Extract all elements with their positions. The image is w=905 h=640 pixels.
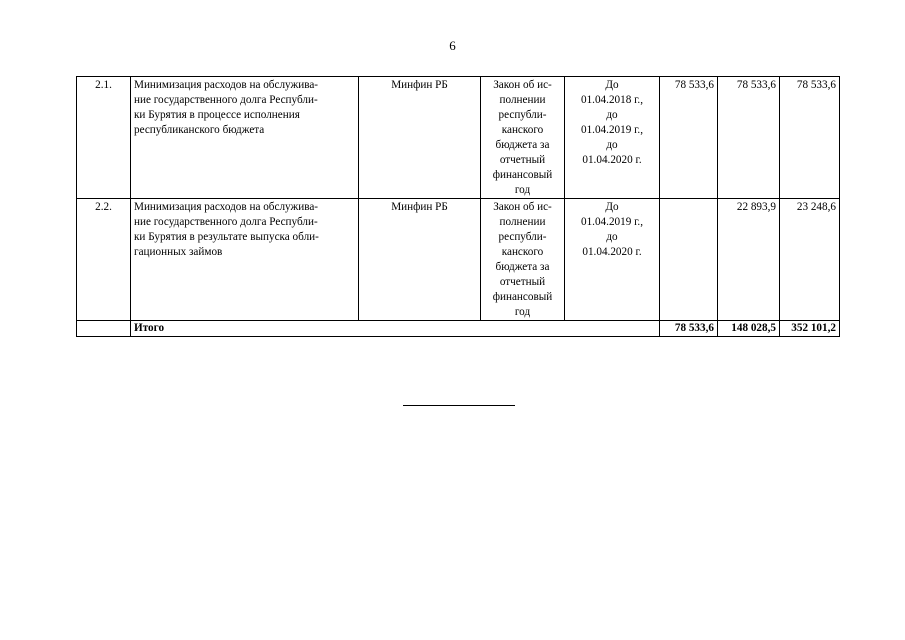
measure-name-line: ки Бурятия в результате выпуска обли- [134, 231, 319, 243]
total-number-cell [77, 321, 131, 337]
deadline [565, 199, 660, 321]
document-line: бюджета за [495, 261, 550, 273]
total-2019: 148 028,5 [718, 321, 780, 337]
deadline-line: 01.04.2019 г., [580, 216, 644, 228]
deadline-line: до [606, 109, 618, 121]
measure-name-line: Минимизация расходов на обслужива- [134, 79, 319, 91]
value-2020: 23 248,6 [780, 199, 840, 321]
total-row [77, 321, 840, 337]
measure-name [131, 199, 359, 321]
total-label: Итого [131, 321, 660, 337]
deadline-line: До [605, 79, 619, 91]
deadline-line: 01.04.2018 г., [580, 94, 644, 106]
document-line: республи- [498, 109, 547, 121]
deadline-line: 01.04.2019 г., [580, 124, 644, 136]
total-2018: 78 533,6 [660, 321, 718, 337]
deadline [565, 77, 660, 199]
budget-table [76, 76, 840, 337]
row-number: 2.2. [77, 199, 131, 321]
measure-name-line: ки Бурятия в процессе исполнения [134, 109, 300, 121]
value-2018: 78 533,6 [660, 77, 718, 199]
separator-line [403, 405, 515, 406]
deadline-line: 01.04.2020 г. [582, 246, 642, 258]
executor: Минфин РБ [359, 77, 481, 199]
measure-name-line: ние государственного долга Республи- [134, 216, 318, 228]
total-2020: 352 101,2 [780, 321, 840, 337]
measure-name-line: республиканского бюджета [134, 124, 265, 136]
value-2019: 22 893,9 [718, 199, 780, 321]
document-line: полнении [499, 94, 546, 106]
document-line: финансовый [492, 169, 553, 181]
document-line: бюджета за [495, 139, 550, 151]
document-line: республи- [498, 231, 547, 243]
deadline-line: До [605, 201, 619, 213]
document [481, 77, 565, 199]
value-2020: 78 533,6 [780, 77, 840, 199]
deadline-line: 01.04.2020 г. [582, 154, 642, 166]
measure-name-line: Минимизация расходов на обслужива- [134, 201, 319, 213]
document-line: канского [501, 246, 544, 258]
executor: Минфин РБ [359, 199, 481, 321]
page-number: 6 [449, 38, 456, 53]
value-2019: 78 533,6 [718, 77, 780, 199]
document-line: Закон об ис- [493, 79, 552, 91]
document-line: год [514, 184, 531, 196]
document-line: отчетный [499, 276, 546, 288]
measure-name-line: гационных займов [134, 246, 223, 258]
table-row [77, 199, 840, 321]
table-row [77, 77, 840, 199]
document-line: отчетный [499, 154, 546, 166]
measure-name [131, 77, 359, 199]
document-line: канского [501, 124, 544, 136]
document [481, 199, 565, 321]
measure-name-line: ние государственного долга Республи- [134, 94, 318, 106]
value-2018 [660, 199, 718, 321]
deadline-line: до [606, 231, 618, 243]
document-line: полнении [499, 216, 546, 228]
document-line: Закон об ис- [493, 201, 552, 213]
document-line: финансовый [492, 291, 553, 303]
row-number: 2.1. [77, 77, 131, 199]
document-line: год [514, 306, 531, 318]
deadline-line: до [606, 139, 618, 151]
